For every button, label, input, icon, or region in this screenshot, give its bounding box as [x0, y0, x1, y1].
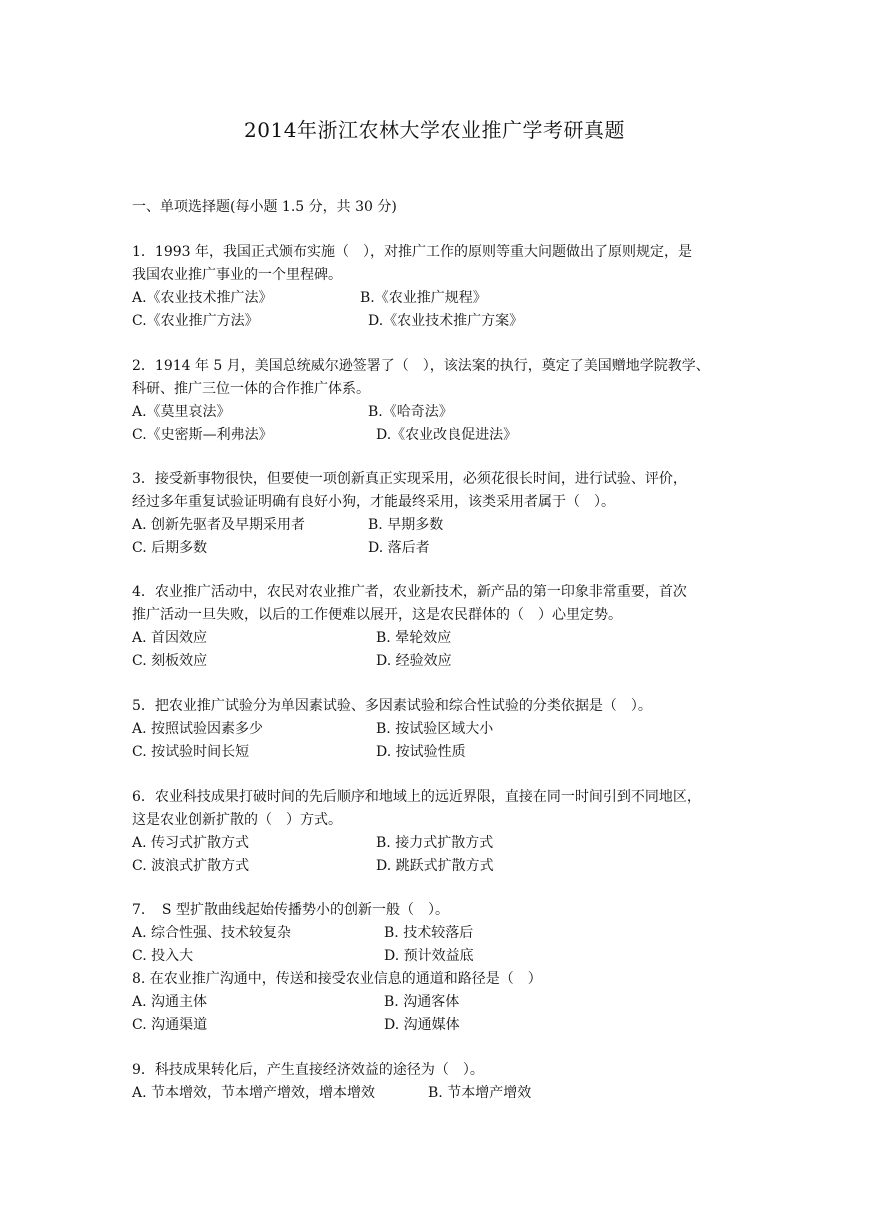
option-b: B. 早期多数 [368, 517, 444, 533]
question-stem: 科研、推广三位一体的合作推广体系。 [132, 381, 370, 397]
option-c: C.《农业推广方法》 [132, 313, 259, 329]
options-row [132, 650, 742, 673]
options-row [132, 945, 742, 968]
options-row [132, 401, 742, 424]
question-stem: 5．把农业推广试验分为单因素试验、多因素试验和综合性试验的分类依据是（ ）。 [132, 698, 652, 714]
question-7 [132, 899, 742, 968]
question-stem: 这是农业创新扩散的（ ）方式。 [132, 812, 342, 828]
question-1 [132, 241, 742, 333]
options-row [132, 627, 742, 650]
option-d: D. 预计效益底 [384, 948, 474, 964]
question-stem: 经过多年重复试验证明确有良好小狗，才能最终采用，该类采用者属于（ ）。 [132, 494, 615, 510]
option-a: A. 沟通主体 [132, 994, 208, 1010]
option-b: B. 沟通客体 [384, 994, 460, 1010]
option-d: D.《农业改良促进法》 [376, 427, 518, 443]
question-stem: 推广活动一旦失败，以后的工作便难以展开，这是农民群体的（ ）心里定势。 [132, 607, 622, 623]
options-row [132, 741, 742, 764]
question-stem: 4．农业推广活动中，农民对农业推广者，农业新技术，新产品的第一印象非常重要，首次 [132, 584, 687, 600]
question-stem: 6．农业科技成果打破时间的先后顺序和地域上的远近界限，直接在同一时间引到不同地区， [132, 789, 701, 805]
option-c: C. 波浪式扩散方式 [132, 858, 250, 874]
option-a: A. 首因效应 [132, 630, 208, 646]
question-3 [132, 468, 742, 560]
option-c: C. 投入大 [132, 948, 194, 964]
option-b: B. 节本增产增效 [428, 1085, 532, 1101]
option-d: D. 按试验性质 [376, 744, 466, 760]
options-row [132, 310, 742, 333]
option-a: A. 按照试验因素多少 [132, 721, 264, 737]
option-c: C.《史密斯—利弗法》 [132, 427, 273, 443]
option-a: A. 综合性强、技术较复杂 [132, 925, 292, 941]
question-4 [132, 581, 742, 673]
option-a: A.《莫里哀法》 [132, 404, 231, 420]
question-stem: 9．科技成果转化后，产生直接经济效益的途径为（ ）。 [132, 1062, 484, 1078]
option-a: A.《农业技术推广法》 [132, 290, 273, 306]
option-b: B.《哈奇法》 [368, 404, 453, 420]
question-5 [132, 695, 742, 764]
option-d: D.《农业技术推广方案》 [368, 313, 524, 329]
option-c: C. 按试验时间长短 [132, 744, 250, 760]
question-stem: 7． S 型扩散曲线起始传播势小的创新一般（ ）。 [132, 902, 449, 918]
question-stem: 1．1993 年，我国正式颁布实施（ ），对推广工作的原则等重大问题做出了原则规定，是 [132, 244, 692, 260]
question-stem: 2．1914 年 5 月，美国总统威尔逊签署了（ ），该法案的执行，奠定了美国赠地学院教学、 [132, 358, 710, 374]
options-row [132, 718, 742, 741]
option-d: D. 落后者 [368, 540, 430, 556]
option-d: D. 跳跃式扩散方式 [376, 858, 494, 874]
options-row [132, 1014, 742, 1037]
options-row [132, 537, 742, 560]
question-8 [132, 968, 742, 1037]
option-a: A. 创新先驱者及早期采用者 [132, 517, 306, 533]
options-row [132, 1082, 742, 1105]
option-b: B. 接力式扩散方式 [376, 835, 494, 851]
option-b: B. 晕轮效应 [376, 630, 452, 646]
option-a: A. 节本增效，节本增产增效，增本增效 [132, 1085, 376, 1101]
option-c: C. 刻板效应 [132, 653, 208, 669]
section-heading: 一、单项选择题(每小题 1.5 分，共 30 分) [132, 199, 397, 215]
option-c: C. 后期多数 [132, 540, 208, 556]
option-d: D. 经验效应 [376, 653, 452, 669]
options-row [132, 514, 742, 537]
options-row [132, 991, 742, 1014]
question-2 [132, 355, 742, 447]
option-b: B.《农业推广规程》 [360, 290, 487, 306]
options-row [132, 424, 742, 447]
question-stem: 3．接受新事物很快，但要使一项创新真正实现采用，必须花很长时间，进行试验、评价， [132, 471, 687, 487]
option-b: B. 技术较落后 [384, 925, 474, 941]
document-title: 2014年浙江农林大学农业推广学考研真题 [244, 118, 625, 142]
question-stem: 我国农业推广事业的一个里程碑。 [132, 267, 342, 283]
option-c: C. 沟通渠道 [132, 1017, 208, 1033]
option-a: A. 传习式扩散方式 [132, 835, 250, 851]
options-row [132, 287, 742, 310]
question-9 [132, 1059, 742, 1105]
question-6 [132, 786, 742, 878]
option-b: B. 按试验区域大小 [376, 721, 494, 737]
question-stem: 8. 在农业推广沟通中，传送和接受农业信息的通道和路径是（ ） [132, 971, 542, 987]
options-row [132, 832, 742, 855]
option-d: D. 沟通媒体 [384, 1017, 460, 1033]
options-row [132, 855, 742, 878]
options-row [132, 922, 742, 945]
